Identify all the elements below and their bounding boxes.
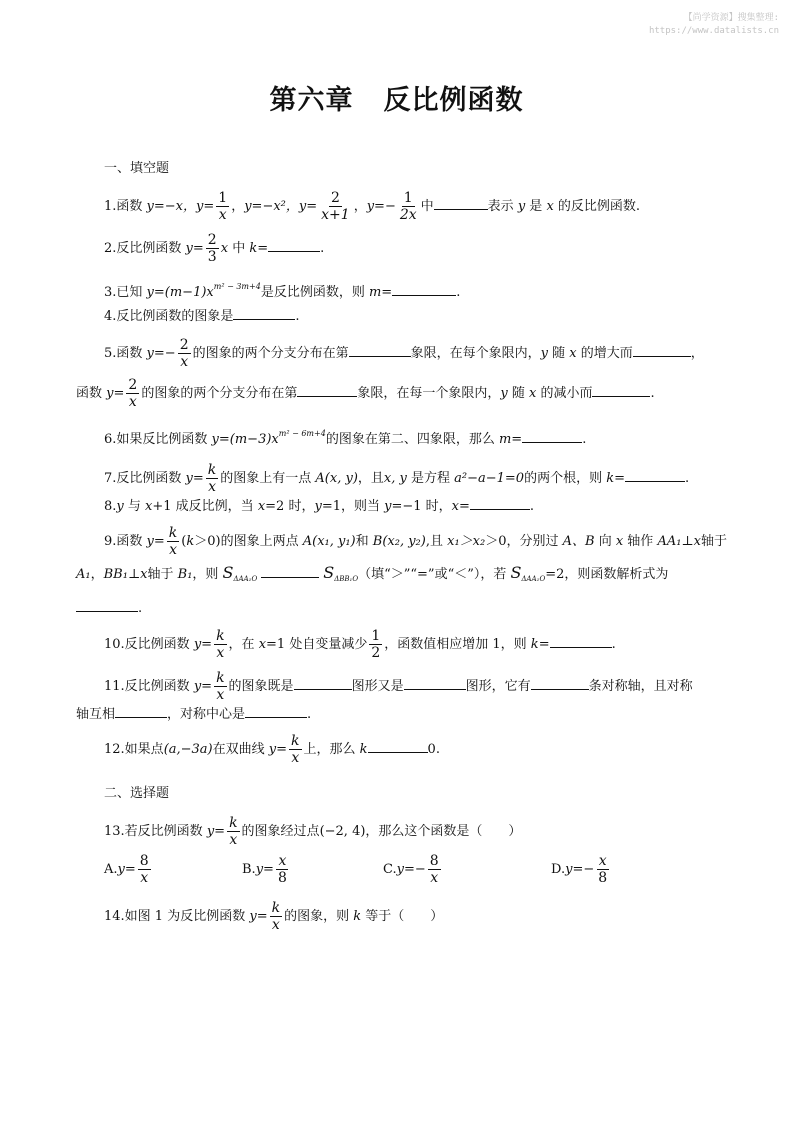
answer-blank[interactable] xyxy=(633,343,691,357)
question-11-continued: 轴互相 ，对称中心是 . xyxy=(76,704,311,724)
fraction-2-over-3: $\frac{2}{3}$ xyxy=(207,232,217,265)
option-b[interactable]: B.y= $\frac{x}{8}$ xyxy=(242,853,287,886)
fraction-k-over-x: $\frac{k}{x}$ xyxy=(271,900,281,933)
option-a[interactable]: A.y= $\frac{8}{x}$ xyxy=(104,853,149,886)
question-2: 2.反比例函数 y= $\frac{2}{3}$ x 中 k= . xyxy=(104,232,325,265)
answer-blank[interactable] xyxy=(349,343,411,357)
page-title xyxy=(0,78,793,117)
exponent: m² − 3m+4 xyxy=(213,282,261,291)
fraction-1-over-2x: $\frac{1}{2x}$ xyxy=(399,190,417,223)
question-7: 7.反比例函数 y= $\frac{k}{x}$ 的图象上有一点 A(x, y)，且x, y 是方程 a²−a−1=0的两个根，则 k= . xyxy=(104,462,690,495)
question-5: 5.函数 y=− $\frac{2}{x}$ 的图象的两个分支分布在第 象限，在每个象限内，y 随 x 的增大而 ， xyxy=(104,337,704,370)
fraction-k-over-x: $\frac{k}{x}$ xyxy=(216,628,225,661)
question-8: 8.y 与 x+1 成反比例，当 x=2 时，y=1，则当 y=−1 时，x= . xyxy=(104,496,534,516)
fraction-2-over-x-plus-1: $\frac{2}{x+1}$ xyxy=(321,190,350,223)
answer-blank[interactable] xyxy=(434,196,488,210)
section-fill-heading: 一、填空题 xyxy=(104,161,170,176)
fraction-2-over-x: $\frac{2}{x}$ xyxy=(128,377,138,410)
question-14: 14.如图 1 为反比例函数 y= $\frac{k}{x}$ 的图象，则 k 等于（ ） xyxy=(104,900,444,933)
question-9: 9.函数 y= $\frac{k}{x}$ (k＞0)的图象上两点 A(x₁, y₁)和 B(x₂, y₂),且 x₁＞x₂＞0，分别过 A、B 向 x 轴作 AA₁⊥x轴于 xyxy=(104,525,727,558)
fraction-k-over-x: $\frac{k}{x}$ xyxy=(168,525,178,558)
title-chapter: 第六章 xyxy=(269,85,354,116)
question-12: 12.如果点(a,−3a)在双曲线 y= $\frac{k}{x}$ 上，那么 k 0. xyxy=(104,733,440,766)
answer-blank[interactable] xyxy=(522,429,582,443)
answer-blank[interactable] xyxy=(261,564,319,578)
option-d[interactable]: D.y=− $\frac{x}{8}$ xyxy=(551,853,608,886)
answer-blank[interactable] xyxy=(76,598,138,612)
question-9-answer-line: . xyxy=(76,598,142,618)
question-13: 13.若反比例函数 y= $\frac{k}{x}$ 的图象经过点(−2, 4)，那么这个函数是（ ） xyxy=(104,815,522,848)
question-3: 3.已知 $y=(m-1)x^{m^2 - 3m+4}$是反比例函数，则 m= . xyxy=(104,282,461,300)
question-5-continued: 函数 y= $\frac{2}{x}$ 的图象的两个分支分布在第 象限，在每一个象限内，y 随 x 的减小而 . xyxy=(76,377,655,410)
answer-blank[interactable] xyxy=(470,496,530,510)
fraction-k-over-x: $\frac{k}{x}$ xyxy=(207,462,217,495)
fraction-k-over-x: $\frac{k}{x}$ xyxy=(216,670,225,703)
answer-blank[interactable] xyxy=(115,704,167,718)
question-9-continued: A₁，BB₁⊥x轴于 B₁，则 $S_{\Delta AA_1O}$ $S_{\Delta BB_1O}$（填“＞”“=”或“＜”），若 $S_{\Delta AA_1O}=2$，则函数解析式为 xyxy=(76,563,669,583)
question-11: 11.反比例函数 y= $\frac{k}{x}$ 的图象既是 图形又是 图形，它有 条对称轴，且对称 xyxy=(104,670,693,703)
fraction-1-over-2: $\frac{1}{2}$ xyxy=(371,628,381,661)
fraction-x-over-8: $\frac{x}{8}$ xyxy=(598,853,608,886)
option-c[interactable]: C.y=− $\frac{8}{x}$ xyxy=(383,853,439,886)
fraction-k-over-x: $\frac{k}{x}$ xyxy=(229,815,238,848)
question-4: 4.反比例函数的图象是 . xyxy=(104,306,300,326)
fraction-8-over-x: $\frac{8}{x}$ xyxy=(429,853,439,886)
answer-blank[interactable] xyxy=(550,634,612,648)
watermark-line2: https://www.datalists.cn xyxy=(648,26,779,36)
answer-blank[interactable] xyxy=(625,468,685,482)
answer-blank[interactable] xyxy=(245,704,307,718)
answer-blank[interactable] xyxy=(404,676,466,690)
fraction-1-over-x: $\frac{1}{x}$ xyxy=(218,190,228,223)
exponent: m² − 6m+4 xyxy=(278,429,326,438)
title-topic: 反比例函数 xyxy=(383,85,524,116)
question-10: 10.反比例函数 y= $\frac{k}{x}$ ，在 x=1 处自变量减少 $\frac{1}{2}$ ，函数值相应增加 1，则 k= . xyxy=(104,628,616,661)
answer-blank[interactable] xyxy=(294,676,352,690)
answer-blank[interactable] xyxy=(233,306,295,320)
fraction-8-over-x: $\frac{8}{x}$ xyxy=(139,853,149,886)
answer-blank[interactable] xyxy=(592,383,650,397)
answer-blank[interactable] xyxy=(268,238,320,252)
question-6: 6.如果反比例函数 $y=(m-3)x^{m^2 - 6m+4}$的图象在第二、四象限，那么 m= . xyxy=(104,429,587,447)
fraction-x-over-8: $\frac{x}{8}$ xyxy=(277,853,287,886)
answer-blank[interactable] xyxy=(368,739,428,753)
answer-blank[interactable] xyxy=(531,676,589,690)
watermark xyxy=(649,12,779,38)
watermark-line1: 【尚学资源】搜集整理: xyxy=(683,13,779,23)
answer-blank[interactable] xyxy=(297,383,357,397)
fraction-2-over-x: $\frac{2}{x}$ xyxy=(179,337,189,370)
fraction-k-over-x: $\frac{k}{x}$ xyxy=(291,733,300,766)
section-choice-heading: 二、选择题 xyxy=(104,786,170,801)
answer-blank[interactable] xyxy=(392,282,456,296)
question-1: 1.函数 y=−x，y= $\frac{1}{x}$ ，y=−x²，y= $\frac{2}{x+1}$ ，y=− $\frac{1}{2x}$ 中 表示 y 是 x 的反比例函数. xyxy=(104,190,641,223)
